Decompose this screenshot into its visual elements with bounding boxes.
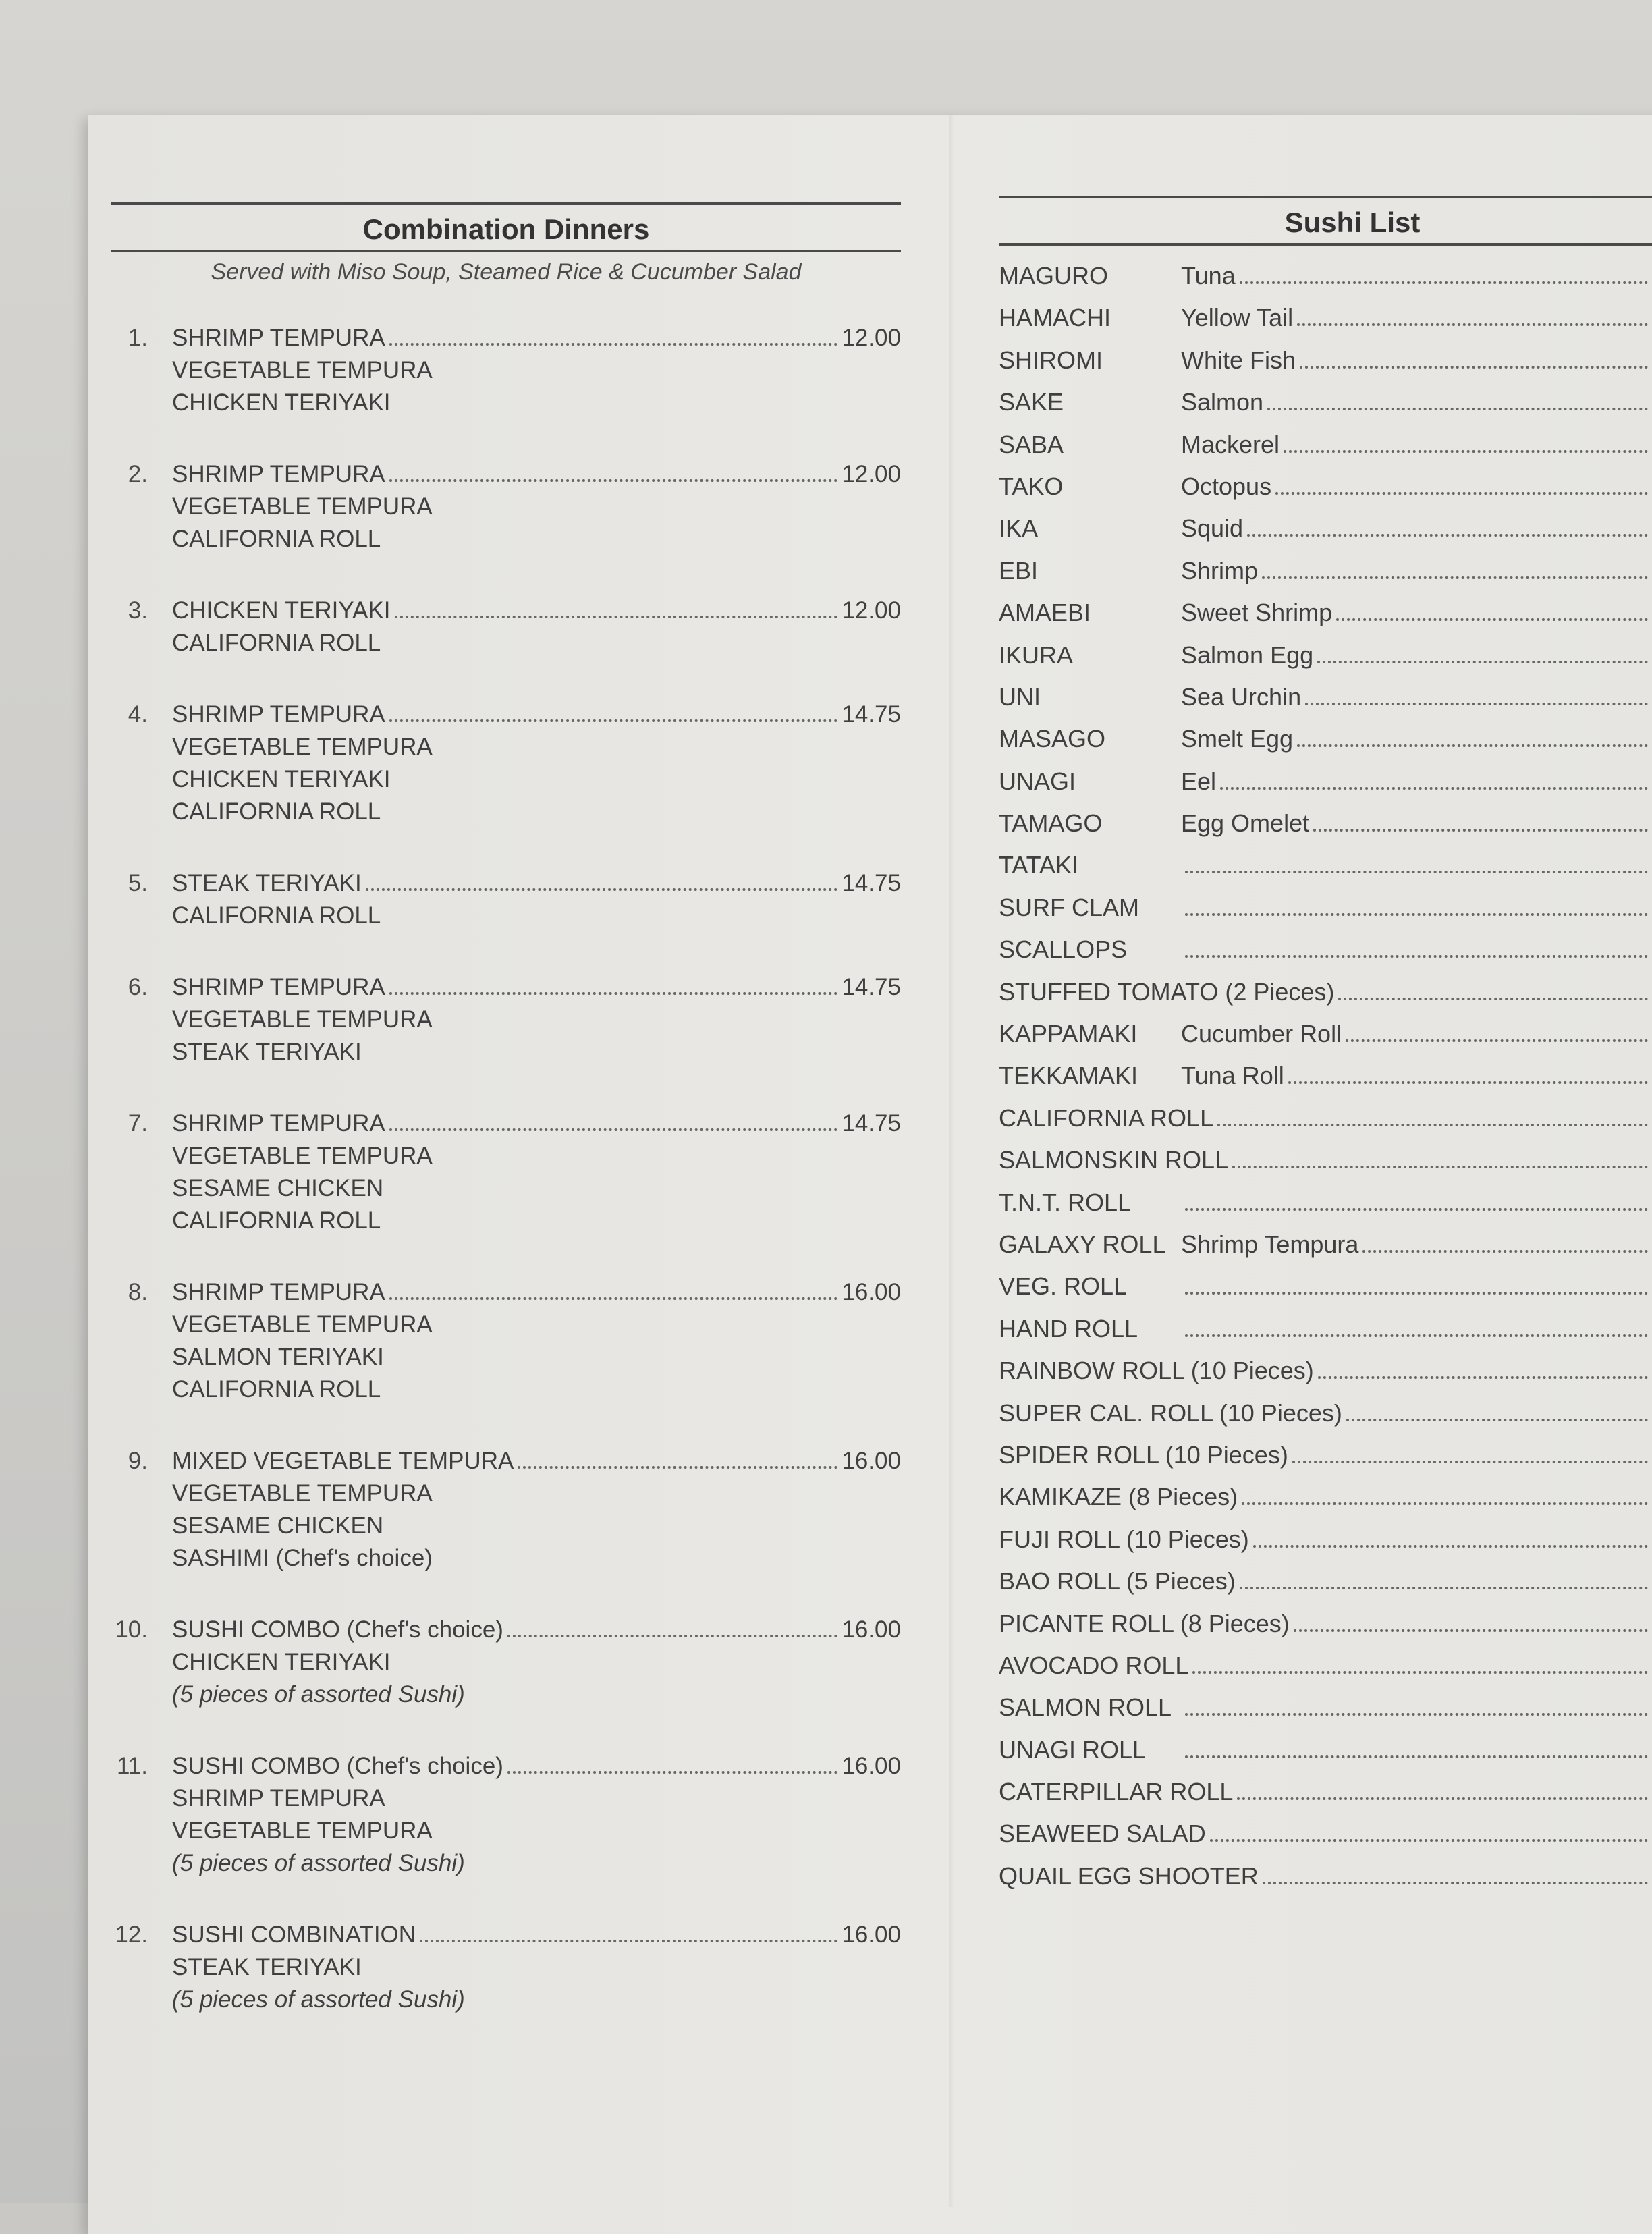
dot-leader [1267,408,1648,410]
sushi-name: STUFFED TOMATO (2 Pieces) [999,977,1335,1006]
dot-leader [1300,366,1648,369]
combo-price: 16.00 [842,1753,901,1779]
sushi-name: SABA [999,430,1064,458]
dot-leader [1262,576,1648,579]
combo-item [111,1108,901,1237]
combo-included-item: CHICKEN TERIYAKI [172,389,391,416]
sushi-name: FUJI ROLL (10 Pieces) [999,1525,1249,1553]
dot-leader [1192,1671,1648,1674]
sushi-name: CATERPILLAR ROLL [999,1778,1234,1806]
combo-included-item: VEGETABLE TEMPURA [172,493,433,520]
sushi-name: MASAGO [999,725,1106,753]
sushi-name: SURF CLAM [999,893,1140,921]
dot-leader [389,1297,838,1300]
sushi-item [999,887,1652,929]
dot-leader [1297,323,1648,326]
combo-body [172,1614,901,1711]
dot-leader [1217,1124,1648,1126]
sushi-item [999,592,1652,634]
dot-leader [1240,1587,1648,1589]
combo-included-item: VEGETABLE TEMPURA [172,357,433,383]
combo-included-item: SESAME CHICKEN [172,1513,384,1539]
combo-main-line [172,867,901,900]
sushi-item [999,1097,1652,1139]
sushi-name: EBI [999,556,1039,584]
dot-leader [366,888,838,891]
sushi-list [999,255,1652,1897]
sushi-item [999,1813,1652,1855]
combo-included-item: VEGETABLE TEMPURA [172,1480,433,1506]
sushi-english: White Fish [1181,346,1296,374]
sushi-item [999,929,1652,971]
combo-main-line [172,1276,901,1309]
dot-leader [1338,998,1648,1000]
combo-price: 12.00 [842,597,901,624]
combo-note: (5 pieces of assorted Sushi) [172,1681,465,1708]
sushi-item [999,1476,1652,1518]
combo-included-item: VEGETABLE TEMPURA [172,1143,433,1169]
sushi-item [999,508,1652,549]
combo-body [172,1919,901,2016]
combo-number: 3. [128,597,148,624]
dot-leader [389,1128,838,1131]
combo-main-line [172,322,901,354]
sushi-item [999,761,1652,802]
dot-leader [518,1466,837,1469]
dot-leader [1185,1713,1648,1716]
combo-included-item: CALIFORNIA ROLL [172,630,381,656]
sushi-name: SALMON ROLL [999,1693,1172,1722]
dot-leader [1185,871,1648,873]
combo-number: 5. [128,870,148,896]
combo-included-item: CALIFORNIA ROLL [172,902,381,929]
combo-name: SHRIMP TEMPURA [172,461,385,487]
combo-item [111,1445,901,1575]
sushi-name: PICANTE ROLL (8 Pieces) [999,1609,1290,1637]
dot-leader [1247,534,1648,537]
sushi-item [999,1434,1652,1476]
combo-main-line [172,458,901,491]
dot-leader [1346,1039,1648,1042]
sushi-english: Octopus [1181,472,1272,500]
sushi-item [999,1560,1652,1602]
sushi-item [999,844,1652,886]
sushi-list-panel [999,196,1652,1897]
sushi-english: Mackerel [1181,430,1280,458]
sushi-name: SUPER CAL. ROLL (10 Pieces) [999,1398,1342,1427]
combo-number: 6. [128,974,148,1000]
dot-leader [1185,1292,1648,1295]
combo-item [111,971,901,1068]
combo-main-line [172,1108,901,1140]
combo-item [111,1919,901,2016]
combo-number: 1. [128,325,148,351]
dot-leader [1305,703,1648,705]
combo-included-item: VEGETABLE TEMPURA [172,734,433,760]
dot-leader [1185,1755,1648,1758]
sushi-item [999,1392,1652,1434]
sushi-item [999,424,1652,466]
combo-price: 16.00 [842,1922,901,1948]
combo-price: 12.00 [842,461,901,487]
sushi-item [999,297,1652,339]
sushi-english: Salmon Egg [1181,641,1314,669]
combo-included-item: CALIFORNIA ROLL [172,1376,381,1402]
combo-item [111,867,901,932]
combo-item [111,1276,901,1406]
sushi-name: AMAEBI [999,599,1091,627]
sushi-item [999,339,1652,381]
sushi-name: SALMONSKIN ROLL [999,1146,1229,1174]
sushi-item [999,1265,1652,1307]
dot-leader [1313,829,1648,832]
combo-number: 2. [128,461,148,487]
sushi-name: HAMACHI [999,304,1111,332]
sushi-name: MAGURO [999,262,1108,290]
combo-name: SHRIMP TEMPURA [172,325,385,351]
sushi-english: Tuna [1181,262,1236,290]
dot-leader [389,992,838,995]
sushi-english: Salmon [1181,388,1264,416]
sushi-title: Sushi List [1284,207,1421,238]
sushi-english: Smelt Egg [1181,725,1294,753]
sushi-english: Squid [1181,514,1244,543]
combo-name: MIXED VEGETABLE TEMPURA [172,1448,514,1474]
sushi-item [999,1013,1652,1055]
combo-number: 11. [116,1753,148,1779]
sushi-name: GALAXY ROLL [999,1230,1166,1258]
combo-number: 9. [128,1448,148,1474]
sushi-name: UNAGI [999,767,1076,795]
sushi-name: SPIDER ROLL (10 Pieces) [999,1440,1288,1469]
title-rule-bottom [999,243,1652,246]
combo-body [172,1108,901,1237]
sushi-english: Shrimp [1181,556,1259,584]
combo-main-line [172,1750,901,1782]
sushi-item [999,466,1652,508]
sushi-english: Egg Omelet [1181,809,1310,838]
sushi-name: VEG. ROLL [999,1272,1128,1301]
dot-leader [1220,787,1648,790]
combo-included-item: CHICKEN TERIYAKI [172,766,391,792]
combo-body [172,595,901,659]
combo-number: 4. [128,701,148,728]
combo-main-line [172,699,901,731]
dot-leader [1240,281,1648,284]
combo-item [111,322,901,419]
sushi-name: TAMAGO [999,809,1103,838]
dot-leader [1346,1419,1648,1421]
sushi-item [999,255,1652,297]
sushi-name: IKURA [999,641,1074,669]
combo-body [172,1445,901,1575]
dot-leader [1288,1081,1648,1084]
combo-included-item: STEAK TERIYAKI [172,1954,362,1980]
menu-fold [949,115,954,2207]
dot-leader [1275,492,1648,495]
sushi-name: T.N.T. ROLL [999,1188,1132,1216]
combination-subtitle: Served with Miso Soup, Steamed Rice & Cucumber Salad [211,259,802,285]
combo-main-line [172,1445,901,1477]
sushi-name: HAND ROLL [999,1314,1138,1342]
sushi-name: TAKO [999,472,1064,500]
combo-name: STEAK TERIYAKI [172,870,362,896]
dot-leader [507,1635,837,1637]
dot-leader [1318,1376,1648,1379]
combo-item [111,595,901,659]
dot-leader [1294,1629,1648,1632]
dot-leader [1317,661,1648,663]
combo-included-item: VEGETABLE TEMPURA [172,1818,433,1844]
sushi-english: Eel [1181,767,1217,795]
dot-leader [1237,1797,1648,1800]
combo-body [172,867,901,932]
sushi-english: Tuna Roll [1181,1062,1284,1090]
sushi-item [999,1350,1652,1392]
sushi-english: Shrimp Tempura [1181,1230,1359,1258]
sushi-name: AVOCADO ROLL [999,1651,1189,1679]
combo-body [172,1276,901,1406]
combo-price: 12.00 [842,325,901,351]
sushi-name: KAPPAMAKI [999,1020,1138,1048]
combo-included-item: CHICKEN TERIYAKI [172,1649,391,1675]
dot-leader [507,1771,837,1774]
combo-included-item: SHRIMP TEMPURA [172,1785,385,1811]
sushi-item [999,634,1652,676]
combo-included-item: SALMON TERIYAKI [172,1344,384,1370]
dot-leader [1253,1545,1648,1548]
sushi-item [999,1771,1652,1813]
sushi-name: SHIROMI [999,346,1103,374]
dot-leader [1297,744,1648,747]
combo-price: 14.75 [842,974,901,1000]
combo-body [172,458,901,555]
combination-list [111,322,901,2016]
combo-price: 14.75 [842,1110,901,1137]
combo-main-line [172,971,901,1004]
combo-number: 12. [115,1922,148,1948]
sushi-name: CALIFORNIA ROLL [999,1104,1214,1132]
combo-name: SUSHI COMBO (Chef's choice) [172,1753,503,1779]
combo-main-line [172,1919,901,1951]
combo-item [111,1750,901,1880]
combination-dinners-panel [111,202,901,2055]
combo-number: 10. [115,1616,148,1643]
sushi-item [999,1055,1652,1097]
sushi-item [999,550,1652,592]
combo-included-item: VEGETABLE TEMPURA [172,1006,433,1033]
sushi-name: SCALLOPS [999,935,1128,964]
sushi-english: Cucumber Roll [1181,1020,1342,1048]
combo-main-line [172,595,901,627]
combo-item [111,458,901,555]
combo-price: 16.00 [842,1448,901,1474]
combo-body [172,1750,901,1880]
sushi-item [999,1519,1652,1560]
dot-leader [1185,1208,1648,1211]
dot-leader [1362,1250,1648,1253]
title-rule-bottom [111,250,901,252]
dot-leader [1210,1839,1648,1842]
sushi-english: Sea Urchin [1181,682,1302,711]
combo-included-item: SASHIMI (Chef's choice) [172,1545,433,1571]
combo-price: 14.75 [842,870,901,896]
sushi-item [999,381,1652,423]
sushi-english: Sweet Shrimp [1181,599,1333,627]
dot-leader [1242,1502,1648,1505]
combo-body [172,322,901,419]
combo-included-item: SESAME CHICKEN [172,1175,384,1201]
sushi-item [999,1855,1652,1897]
combo-included-item: CALIFORNIA ROLL [172,1207,381,1234]
sushi-name: TEKKAMAKI [999,1062,1138,1090]
dot-leader [389,719,838,722]
combo-price: 16.00 [842,1279,901,1305]
sushi-item [999,1603,1652,1645]
combination-title: Combination Dinners [362,213,650,245]
sushi-item [999,676,1652,718]
combo-number: 8. [128,1279,148,1305]
dot-leader [420,1940,837,1942]
combo-main-line [172,1614,901,1646]
combo-included-item: VEGETABLE TEMPURA [172,1311,433,1338]
dot-leader [1185,1334,1648,1337]
dot-leader [389,343,838,346]
sushi-item [999,1308,1652,1350]
sushi-item [999,1687,1652,1728]
combo-name: SHRIMP TEMPURA [172,701,385,728]
sushi-english: Yellow Tail [1181,304,1294,332]
dot-leader [395,616,838,618]
sushi-name: SAKE [999,388,1064,416]
combo-name: SUSHI COMBINATION [172,1922,416,1948]
sushi-item [999,1729,1652,1771]
sushi-name: KAMIKAZE (8 Pieces) [999,1483,1238,1511]
combo-item [111,699,901,828]
sushi-name: SEAWEED SALAD [999,1820,1206,1848]
combo-number: 7. [128,1110,148,1137]
sushi-item [999,1139,1652,1181]
combo-item [111,1614,901,1711]
sushi-item [999,1645,1652,1687]
sushi-item [999,971,1652,1013]
combo-price: 16.00 [842,1616,901,1643]
combo-body [172,971,901,1068]
dot-leader [1232,1166,1648,1168]
sushi-item [999,802,1652,844]
dot-leader [389,479,838,482]
dot-leader [1185,913,1648,916]
sushi-name: QUAIL EGG SHOOTER [999,1861,1259,1890]
combo-note: (5 pieces of assorted Sushi) [172,1986,465,2013]
combo-price: 14.75 [842,701,901,728]
sushi-name: UNI [999,682,1041,711]
combo-note: (5 pieces of assorted Sushi) [172,1850,465,1876]
dot-leader [1336,618,1648,621]
dot-leader [1185,955,1648,958]
combo-body [172,699,901,828]
combo-name: SHRIMP TEMPURA [172,974,385,1000]
combo-name: SHRIMP TEMPURA [172,1110,385,1137]
combo-included-item: CALIFORNIA ROLL [172,798,381,825]
dot-leader [1292,1461,1648,1463]
combo-name: SUSHI COMBO (Chef's choice) [172,1616,503,1643]
sushi-item [999,718,1652,760]
sushi-name: IKA [999,514,1039,543]
sushi-name: TATAKI [999,851,1079,879]
sushi-item [999,1224,1652,1265]
sushi-name: RAINBOW ROLL (10 Pieces) [999,1357,1314,1385]
sushi-name: UNAGI ROLL [999,1735,1147,1764]
sushi-item [999,1182,1652,1224]
dot-leader [1263,1882,1648,1884]
dot-leader [1284,450,1648,453]
combo-included-item: STEAK TERIYAKI [172,1039,362,1065]
combo-included-item: CALIFORNIA ROLL [172,526,381,552]
combo-name: SHRIMP TEMPURA [172,1279,385,1305]
sushi-name: BAO ROLL (5 Pieces) [999,1567,1236,1596]
combo-name: CHICKEN TERIYAKI [172,597,391,624]
